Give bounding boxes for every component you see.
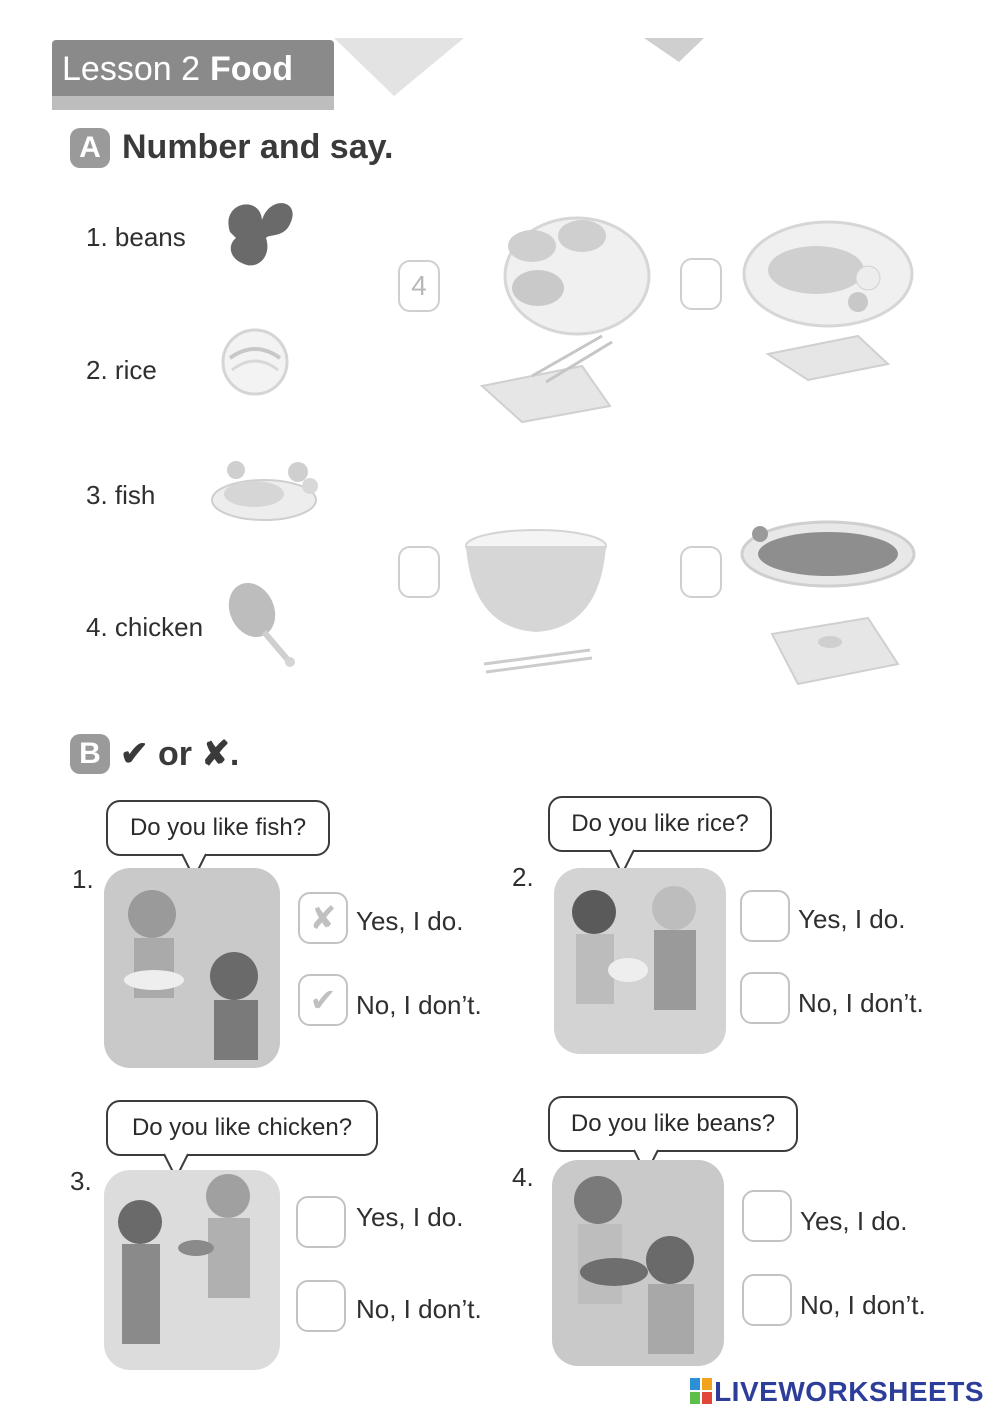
fish-icon: [206, 456, 326, 532]
no-label-4: No, I don’t.: [800, 1290, 926, 1320]
yes-label-2: Yes, I do.: [798, 904, 906, 934]
answer-box-beans-dish[interactable]: [680, 546, 722, 598]
no-label-3: No, I don’t.: [356, 1294, 482, 1324]
word-rice: 2. rice: [86, 355, 157, 385]
check-mark-icon: ✔: [120, 735, 149, 773]
beans-icon: [210, 192, 302, 274]
word-chicken: 4. chicken: [86, 612, 204, 642]
question-bubble-3: Do you like chicken?: [106, 1100, 378, 1156]
section-b-title: [120, 734, 239, 774]
liveworksheets-logo[interactable]: LIVEWORKSHEETS: [714, 1376, 984, 1407]
scene-picture-3: [104, 1170, 280, 1370]
yes-label-1: Yes, I do.: [356, 906, 464, 936]
item-number-3: 3.: [70, 1166, 92, 1196]
header-banner-decoration: [334, 38, 754, 98]
yes-checkbox-4[interactable]: [742, 1190, 792, 1242]
item-number-2: 2.: [512, 862, 534, 892]
lesson-header-strip: [52, 96, 334, 110]
chicken-plate-picture: [462, 206, 652, 430]
section-b-or: or: [157, 735, 192, 773]
no-checkbox-1[interactable]: ✔: [298, 974, 348, 1026]
question-bubble-1: Do you like fish?: [106, 800, 330, 856]
scene-picture-1: [104, 868, 280, 1068]
item-number-4: 4.: [512, 1162, 534, 1192]
section-a-title: Number and say.: [122, 128, 394, 166]
scene-picture-4: [552, 1160, 724, 1366]
no-checkbox-3[interactable]: [296, 1280, 346, 1332]
yes-label-3: Yes, I do.: [356, 1202, 464, 1232]
cross-mark-icon: ✘.: [201, 735, 240, 773]
answer-box-fish-plate[interactable]: [680, 258, 722, 310]
beans-dish-picture: [738, 514, 918, 694]
item-number-1: 1.: [72, 864, 94, 894]
lesson-header: [62, 44, 293, 94]
chicken-icon: [214, 576, 304, 668]
scene-picture-2: [554, 868, 726, 1054]
liveworksheets-logo-icon: [690, 1378, 714, 1406]
lesson-topic: Food: [210, 50, 294, 88]
question-bubble-2: Do you like rice?: [548, 796, 772, 852]
question-bubble-4: Do you like beans?: [548, 1096, 798, 1152]
no-label-2: No, I don’t.: [798, 988, 924, 1018]
answer-box-chicken-plate[interactable]: 4: [398, 260, 440, 312]
section-b-badge: B: [70, 734, 110, 774]
word-fish: 3. fish: [86, 480, 156, 510]
no-label-1: No, I don’t.: [356, 990, 482, 1020]
yes-checkbox-1[interactable]: ✘: [298, 892, 348, 944]
yes-checkbox-2[interactable]: [740, 890, 790, 942]
rice-icon: [210, 320, 300, 400]
no-checkbox-2[interactable]: [740, 972, 790, 1024]
yes-label-4: Yes, I do.: [800, 1206, 908, 1236]
word-beans: 1. beans: [86, 222, 186, 252]
lesson-number: Lesson 2: [62, 50, 200, 88]
no-checkbox-4[interactable]: [742, 1274, 792, 1326]
yes-checkbox-3[interactable]: [296, 1196, 346, 1248]
section-a-badge: A: [70, 128, 110, 168]
rice-bowl-picture: [462, 524, 612, 676]
fish-plate-picture: [738, 214, 928, 394]
answer-box-rice-bowl[interactable]: [398, 546, 440, 598]
